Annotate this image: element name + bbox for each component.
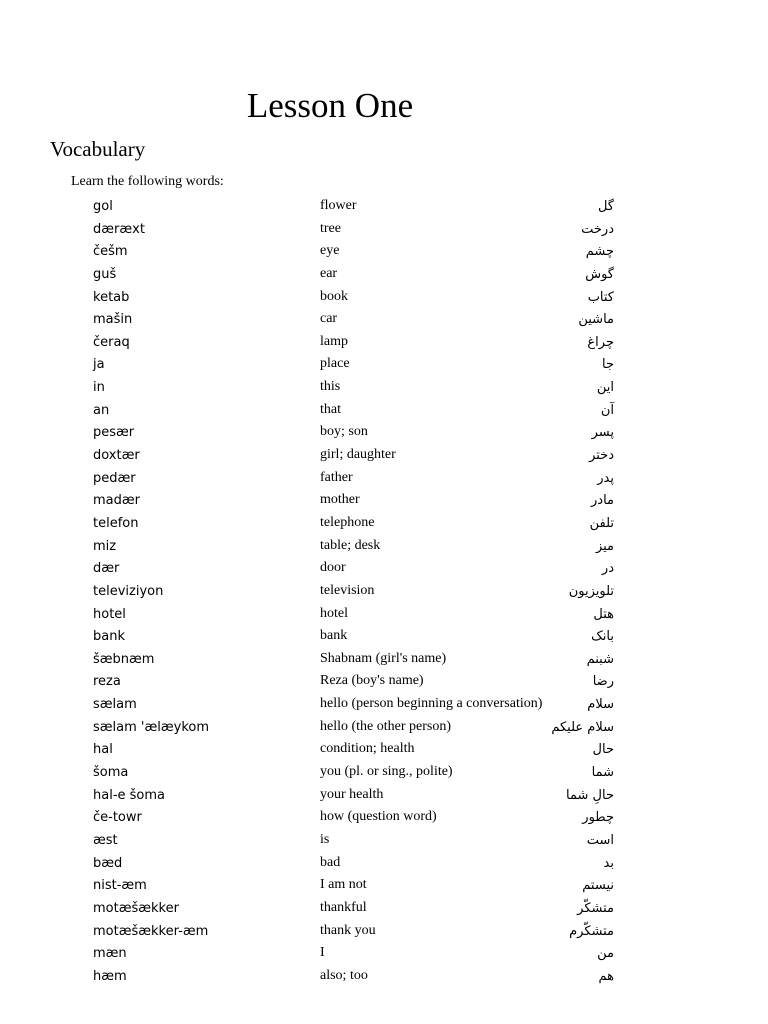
transliteration: nist-æm bbox=[93, 878, 147, 894]
vocabulary-row bbox=[0, 264, 768, 287]
transliteration: miz bbox=[93, 538, 117, 554]
persian-word: ماشین bbox=[578, 312, 614, 328]
transliteration: hal bbox=[93, 742, 113, 758]
english-meaning: your health bbox=[320, 786, 384, 802]
persian-word: کتاب bbox=[587, 289, 614, 305]
english-meaning: lamp bbox=[320, 333, 348, 349]
persian-word: گل bbox=[597, 199, 614, 214]
vocabulary-row bbox=[0, 196, 768, 219]
vocabulary-row bbox=[0, 649, 768, 672]
english-meaning: Reza (boy's name) bbox=[320, 673, 424, 689]
persian-word: پسر bbox=[591, 425, 614, 441]
english-meaning: I bbox=[320, 945, 325, 961]
persian-word: بانک bbox=[591, 629, 614, 645]
transliteration: ja bbox=[93, 357, 105, 373]
persian-word: جا bbox=[602, 357, 614, 373]
english-meaning: hello (person beginning a conversation) bbox=[320, 696, 543, 712]
english-meaning: condition; health bbox=[320, 741, 415, 757]
lesson-title: Lesson One bbox=[246, 86, 414, 125]
vocabulary-row bbox=[0, 354, 768, 377]
english-meaning: girl; daughter bbox=[320, 447, 396, 463]
transliteration: dær bbox=[93, 561, 120, 577]
persian-word: سلام علیکم bbox=[551, 719, 614, 735]
vocabulary-row bbox=[0, 694, 768, 717]
persian-word: شما bbox=[591, 765, 614, 781]
english-meaning: place bbox=[320, 356, 350, 372]
transliteration: šæbnæm bbox=[93, 651, 155, 667]
transliteration: hæm bbox=[93, 968, 127, 984]
persian-word: است bbox=[586, 832, 614, 848]
persian-word: من bbox=[597, 946, 614, 962]
transliteration: ketab bbox=[93, 289, 130, 305]
vocabulary-row bbox=[0, 445, 768, 468]
vocabulary-row bbox=[0, 875, 768, 898]
english-meaning: is bbox=[320, 831, 330, 847]
vocabulary-row bbox=[0, 943, 768, 966]
transliteration: æst bbox=[93, 832, 118, 848]
transliteration: reza bbox=[93, 674, 121, 690]
vocabulary-row bbox=[0, 626, 768, 649]
persian-word: حال bbox=[592, 742, 614, 758]
persian-word: متشکّرم bbox=[569, 923, 614, 939]
english-meaning: television bbox=[320, 582, 375, 598]
english-meaning: Shabnam (girl's name) bbox=[320, 650, 447, 666]
transliteration: sælam 'ælæykom bbox=[93, 719, 210, 735]
vocabulary-row bbox=[0, 377, 768, 400]
transliteration: češm bbox=[93, 244, 128, 260]
transliteration: hal-e šoma bbox=[93, 787, 165, 803]
english-meaning: thankful bbox=[320, 899, 367, 915]
persian-word: هتل bbox=[593, 606, 614, 622]
transliteration: an bbox=[93, 402, 110, 418]
transliteration: gol bbox=[93, 199, 113, 214]
persian-word: رضا bbox=[592, 674, 614, 690]
english-meaning: bank bbox=[320, 628, 348, 644]
english-meaning: hotel bbox=[320, 605, 348, 621]
vocabulary-row bbox=[0, 717, 768, 740]
english-meaning: how (question word) bbox=[320, 809, 437, 825]
vocabulary-row bbox=[0, 604, 768, 627]
english-meaning: father bbox=[320, 469, 353, 485]
transliteration: mæn bbox=[93, 946, 127, 962]
persian-word: سلام bbox=[587, 697, 614, 713]
persian-word: آن bbox=[600, 402, 614, 418]
persian-word: چشم bbox=[585, 244, 614, 260]
vocabulary-row bbox=[0, 671, 768, 694]
english-meaning: you (pl. or sing., polite) bbox=[320, 764, 453, 780]
vocabulary-row bbox=[0, 332, 768, 355]
english-meaning: car bbox=[320, 311, 338, 327]
persian-word: تلویزیون bbox=[568, 583, 614, 599]
transliteration: televiziyon bbox=[93, 583, 164, 599]
english-meaning: I am not bbox=[320, 877, 367, 893]
persian-word: در bbox=[601, 561, 614, 577]
transliteration: pedær bbox=[93, 470, 136, 486]
english-meaning: telephone bbox=[320, 514, 375, 530]
persian-word: تلفن bbox=[589, 515, 614, 531]
vocabulary-row bbox=[0, 287, 768, 310]
transliteration: bæd bbox=[93, 855, 123, 871]
vocabulary-row bbox=[0, 513, 768, 536]
transliteration: in bbox=[93, 380, 105, 396]
transliteration: šoma bbox=[93, 765, 129, 781]
vocabulary-row bbox=[0, 853, 768, 876]
english-meaning: boy; son bbox=[320, 424, 368, 440]
english-meaning: hello (the other person) bbox=[320, 718, 452, 734]
transliteration: sælam bbox=[93, 697, 137, 713]
english-meaning: tree bbox=[320, 220, 341, 236]
english-meaning: table; desk bbox=[320, 537, 381, 553]
english-meaning: eye bbox=[320, 243, 340, 259]
transliteration: bank bbox=[93, 629, 125, 645]
transliteration: telefon bbox=[93, 515, 139, 531]
vocabulary-row bbox=[0, 536, 768, 559]
vocabulary-row bbox=[0, 807, 768, 830]
vocabulary-row bbox=[0, 490, 768, 513]
transliteration: mašin bbox=[93, 312, 133, 328]
persian-word: دختر bbox=[589, 448, 614, 464]
transliteration: doxtær bbox=[93, 448, 140, 464]
transliteration: če-towr bbox=[93, 810, 142, 826]
english-meaning: bad bbox=[320, 854, 341, 870]
persian-word: میز bbox=[595, 538, 614, 554]
persian-word: هم bbox=[598, 968, 614, 984]
persian-word: متشکّر bbox=[577, 900, 614, 916]
vocabulary-row bbox=[0, 422, 768, 445]
vocabulary-list bbox=[0, 196, 768, 988]
vocabulary-row bbox=[0, 762, 768, 785]
transliteration: dæræxt bbox=[93, 221, 145, 237]
vocabulary-row bbox=[0, 785, 768, 808]
persian-word: نیستم bbox=[582, 878, 614, 894]
persian-word: پدر bbox=[597, 470, 614, 486]
persian-word: مادر bbox=[591, 493, 614, 509]
vocabulary-row bbox=[0, 468, 768, 491]
vocabulary-row bbox=[0, 966, 768, 989]
transliteration: motæšækker-æm bbox=[93, 923, 209, 939]
transliteration: guš bbox=[93, 266, 117, 282]
transliteration: hotel bbox=[93, 606, 126, 622]
transliteration: madær bbox=[93, 493, 140, 509]
vocabulary-row bbox=[0, 400, 768, 423]
transliteration: čeraq bbox=[93, 334, 130, 350]
transliteration: motæšækker bbox=[93, 900, 179, 916]
vocabulary-row bbox=[0, 898, 768, 921]
vocabulary-row bbox=[0, 241, 768, 264]
english-meaning: that bbox=[320, 401, 341, 417]
persian-word: این bbox=[596, 380, 614, 396]
vocabulary-row bbox=[0, 581, 768, 604]
english-meaning: flower bbox=[320, 198, 357, 213]
vocabulary-row bbox=[0, 739, 768, 762]
vocabulary-row bbox=[0, 830, 768, 853]
vocabulary-row bbox=[0, 309, 768, 332]
instruction-text: Learn the following words: bbox=[71, 174, 224, 189]
persian-word: چراغ bbox=[587, 334, 614, 350]
section-heading: Vocabulary bbox=[50, 137, 146, 161]
persian-word: شبنم bbox=[586, 651, 614, 667]
english-meaning: thank you bbox=[320, 922, 376, 938]
vocabulary-row bbox=[0, 558, 768, 581]
persian-word: بد bbox=[603, 855, 614, 871]
persian-word: حالِ شما bbox=[566, 787, 614, 803]
vocabulary-row bbox=[0, 921, 768, 944]
english-meaning: mother bbox=[320, 492, 360, 508]
english-meaning: ear bbox=[320, 265, 338, 281]
persian-word: گوش bbox=[585, 266, 614, 282]
persian-word: چطور bbox=[582, 810, 614, 826]
english-meaning: door bbox=[320, 560, 346, 576]
english-meaning: book bbox=[320, 288, 348, 304]
english-meaning: also; too bbox=[320, 967, 368, 983]
vocabulary-row bbox=[0, 219, 768, 242]
english-meaning: this bbox=[320, 379, 341, 395]
transliteration: pesær bbox=[93, 425, 135, 441]
persian-word: درخت bbox=[581, 221, 614, 237]
